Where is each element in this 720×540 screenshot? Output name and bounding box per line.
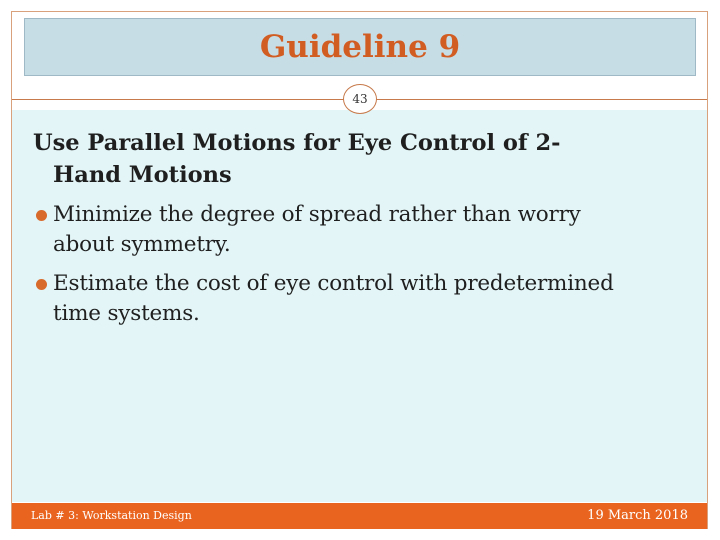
bullet-text-line-2: time systems. — [53, 301, 200, 326]
bullet-text-line-1: Estimate the cost of eye control with predetermined — [53, 271, 614, 296]
bullet-text-line-2: about symmetry. — [53, 232, 231, 257]
bullet-item — [34, 269, 694, 329]
slide-title: Guideline 9 — [259, 29, 461, 65]
heading-line-1: Use Parallel Motions for Eye Control of 2- — [33, 130, 561, 156]
title-band — [24, 18, 696, 76]
footer-date: 19 March 2018 — [587, 508, 688, 523]
page-number-badge — [343, 84, 377, 114]
heading-line-2: Hand Motions — [53, 162, 232, 188]
page-number: 43 — [352, 92, 368, 106]
footer-bar — [12, 503, 707, 529]
bullet-list — [34, 200, 694, 338]
footer-course-label: Lab # 3: Workstation Design — [31, 509, 192, 522]
bullet-icon — [36, 279, 47, 290]
bullet-icon — [36, 210, 47, 221]
bullet-text-line-1: Minimize the degree of spread rather than worry — [53, 202, 581, 227]
bullet-item — [34, 200, 694, 260]
slide-heading — [33, 127, 673, 191]
